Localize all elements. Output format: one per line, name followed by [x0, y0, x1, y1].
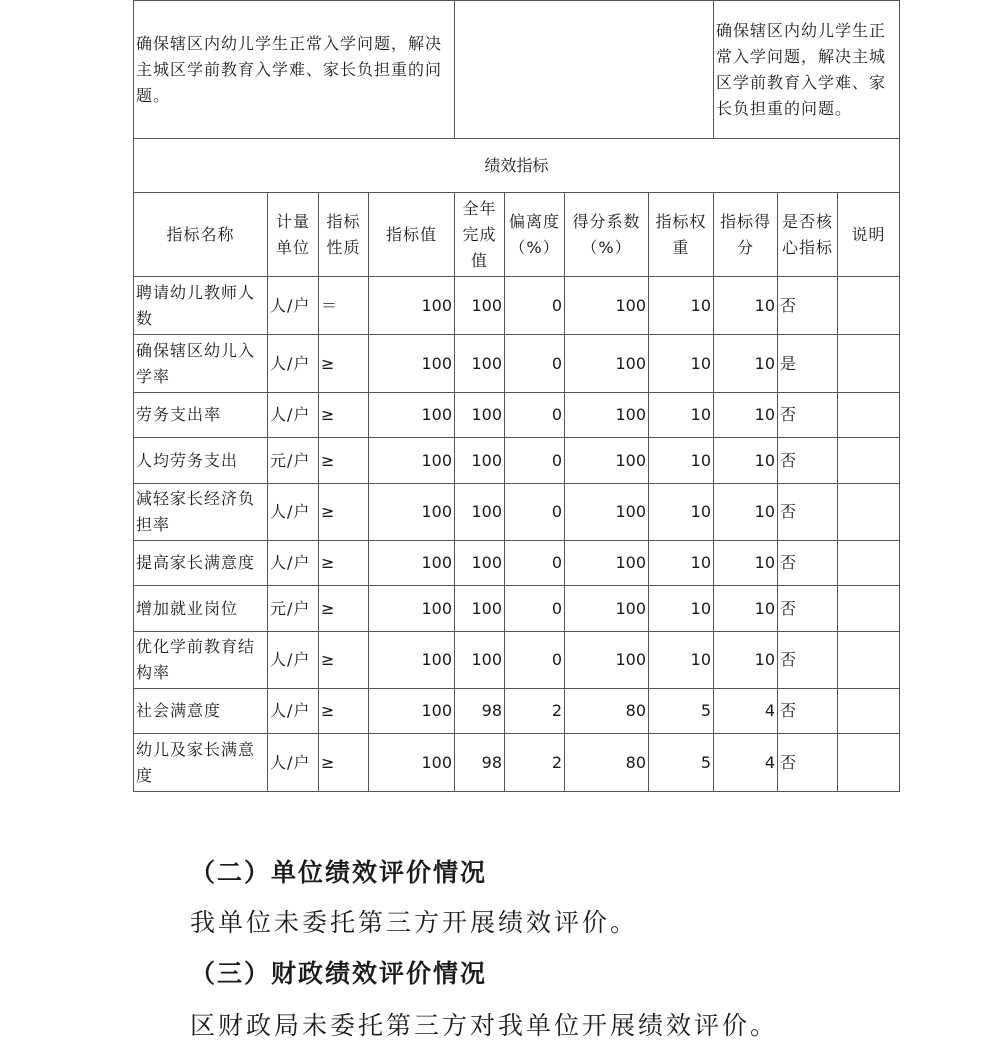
cell-score: 10 — [714, 335, 778, 393]
cell-coef: 80 — [565, 689, 649, 734]
header-unit: 计量单位 — [268, 193, 319, 277]
cell-core: 否 — [778, 541, 838, 586]
header-name: 指标名称 — [134, 193, 268, 277]
cell-note — [838, 277, 900, 335]
header-note: 说明 — [838, 193, 900, 277]
cell-weight: 10 — [649, 277, 714, 335]
annual-goal-text: 确保辖区内幼儿学生正常入学问题，解决主城区学前教育入学难、家长负担重的问题。 — [134, 1, 455, 139]
table-row — [134, 541, 900, 586]
cell-actual: 100 — [455, 277, 505, 335]
cell-actual: 98 — [455, 734, 505, 792]
performance-table — [133, 0, 900, 792]
cell-core: 是 — [778, 335, 838, 393]
table-row — [134, 335, 900, 393]
cell-note — [838, 438, 900, 484]
cell-deviation: 0 — [505, 335, 565, 393]
finance-evaluation-text: 区财政局未委托第三方对我单位开展绩效评价。 — [190, 1011, 779, 1040]
cell-core: 否 — [778, 689, 838, 734]
cell-target: 100 — [369, 586, 455, 632]
cell-nature: ≥ — [319, 484, 369, 541]
cell-target: 100 — [369, 541, 455, 586]
cell-core: 否 — [778, 438, 838, 484]
header-score: 指标得分 — [714, 193, 778, 277]
cell-actual: 100 — [455, 335, 505, 393]
cell-core: 否 — [778, 586, 838, 632]
cell-deviation: 2 — [505, 689, 565, 734]
cell-name: 幼儿及家长满意度 — [134, 734, 268, 792]
cell-note — [838, 335, 900, 393]
cell-deviation: 0 — [505, 277, 565, 335]
cell-unit: 人/户 — [268, 541, 319, 586]
cell-name: 劳务支出率 — [134, 393, 268, 438]
annual-result-text: 确保辖区内幼儿学生正常入学问题，解决主城区学前教育入学难、家长负担重的问题。 — [714, 1, 900, 139]
cell-note — [838, 484, 900, 541]
cell-name: 聘请幼儿教师人数 — [134, 277, 268, 335]
cell-coef: 100 — [565, 393, 649, 438]
cell-actual: 98 — [455, 689, 505, 734]
section-heading-finance-evaluation: （三）财政绩效评价情况 — [190, 959, 488, 988]
table-row — [134, 586, 900, 632]
cell-name: 增加就业岗位 — [134, 586, 268, 632]
cell-note — [838, 541, 900, 586]
header-core: 是否核心指标 — [778, 193, 838, 277]
cell-deviation: 2 — [505, 734, 565, 792]
cell-name: 优化学前教育结构率 — [134, 632, 268, 689]
cell-actual: 100 — [455, 484, 505, 541]
cell-score: 10 — [714, 393, 778, 438]
cell-note — [838, 689, 900, 734]
cell-nature: ≥ — [319, 335, 369, 393]
cell-actual: 100 — [455, 541, 505, 586]
cell-nature: ≥ — [319, 393, 369, 438]
section-heading-unit-evaluation: （二）单位绩效评价情况 — [190, 858, 488, 887]
cell-score: 10 — [714, 586, 778, 632]
table-row — [134, 734, 900, 792]
cell-score: 4 — [714, 689, 778, 734]
header-actual: 全年完成值 — [455, 193, 505, 277]
cell-weight: 5 — [649, 734, 714, 792]
cell-coef: 100 — [565, 277, 649, 335]
cell-score: 10 — [714, 277, 778, 335]
cell-nature: ≥ — [319, 541, 369, 586]
cell-score: 10 — [714, 484, 778, 541]
cell-core: 否 — [778, 484, 838, 541]
cell-target: 100 — [369, 689, 455, 734]
cell-name: 人均劳务支出 — [134, 438, 268, 484]
cell-note — [838, 632, 900, 689]
section-title-row — [134, 139, 900, 193]
table-row — [134, 632, 900, 689]
cell-actual: 100 — [455, 632, 505, 689]
cell-actual: 100 — [455, 438, 505, 484]
cell-actual: 100 — [455, 586, 505, 632]
table-row — [134, 277, 900, 335]
cell-unit: 人/户 — [268, 689, 319, 734]
cell-unit: 元/户 — [268, 586, 319, 632]
cell-score: 10 — [714, 438, 778, 484]
cell-nature: ≥ — [319, 586, 369, 632]
cell-weight: 10 — [649, 393, 714, 438]
cell-target: 100 — [369, 277, 455, 335]
cell-weight: 10 — [649, 335, 714, 393]
cell-core: 否 — [778, 277, 838, 335]
cell-nature: ≥ — [319, 438, 369, 484]
cell-target: 100 — [369, 632, 455, 689]
cell-deviation: 0 — [505, 586, 565, 632]
cell-deviation: 0 — [505, 541, 565, 586]
cell-coef: 100 — [565, 586, 649, 632]
table-row — [134, 393, 900, 438]
cell-core: 否 — [778, 734, 838, 792]
cell-target: 100 — [369, 734, 455, 792]
empty-cell — [455, 1, 714, 139]
header-deviation: 偏离度（%） — [505, 193, 565, 277]
table-row — [134, 689, 900, 734]
cell-note — [838, 393, 900, 438]
cell-unit: 元/户 — [268, 438, 319, 484]
cell-name: 社会满意度 — [134, 689, 268, 734]
cell-coef: 80 — [565, 734, 649, 792]
cell-weight: 5 — [649, 689, 714, 734]
cell-unit: 人/户 — [268, 632, 319, 689]
table-row — [134, 484, 900, 541]
cell-unit: 人/户 — [268, 484, 319, 541]
cell-score: 4 — [714, 734, 778, 792]
goal-row — [134, 1, 900, 139]
cell-target: 100 — [369, 393, 455, 438]
section-title: 绩效指标 — [134, 139, 900, 193]
cell-coef: 100 — [565, 335, 649, 393]
cell-coef: 100 — [565, 438, 649, 484]
cell-nature: ≥ — [319, 689, 369, 734]
cell-weight: 10 — [649, 586, 714, 632]
cell-unit: 人/户 — [268, 393, 319, 438]
cell-note — [838, 734, 900, 792]
cell-unit: 人/户 — [268, 734, 319, 792]
cell-deviation: 0 — [505, 393, 565, 438]
header-nature: 指标性质 — [319, 193, 369, 277]
header-coef: 得分系数（%） — [565, 193, 649, 277]
cell-weight: 10 — [649, 632, 714, 689]
table-row — [134, 438, 900, 484]
cell-name: 减轻家长经济负担率 — [134, 484, 268, 541]
cell-unit: 人/户 — [268, 335, 319, 393]
cell-deviation: 0 — [505, 484, 565, 541]
cell-coef: 100 — [565, 541, 649, 586]
cell-deviation: 0 — [505, 632, 565, 689]
cell-nature: ≥ — [319, 632, 369, 689]
cell-unit: 人/户 — [268, 277, 319, 335]
cell-name: 确保辖区幼儿入学率 — [134, 335, 268, 393]
cell-core: 否 — [778, 632, 838, 689]
cell-target: 100 — [369, 484, 455, 541]
cell-nature: ＝ — [319, 277, 369, 335]
cell-core: 否 — [778, 393, 838, 438]
header-row — [134, 193, 900, 277]
cell-deviation: 0 — [505, 438, 565, 484]
cell-weight: 10 — [649, 484, 714, 541]
cell-score: 10 — [714, 541, 778, 586]
unit-evaluation-text: 我单位未委托第三方开展绩效评价。 — [190, 908, 639, 937]
cell-coef: 100 — [565, 632, 649, 689]
header-weight: 指标权重 — [649, 193, 714, 277]
cell-weight: 10 — [649, 541, 714, 586]
cell-weight: 10 — [649, 438, 714, 484]
cell-coef: 100 — [565, 484, 649, 541]
header-target: 指标值 — [369, 193, 455, 277]
cell-score: 10 — [714, 632, 778, 689]
cell-nature: ≥ — [319, 734, 369, 792]
cell-target: 100 — [369, 438, 455, 484]
cell-note — [838, 586, 900, 632]
cell-target: 100 — [369, 335, 455, 393]
cell-actual: 100 — [455, 393, 505, 438]
cell-name: 提高家长满意度 — [134, 541, 268, 586]
